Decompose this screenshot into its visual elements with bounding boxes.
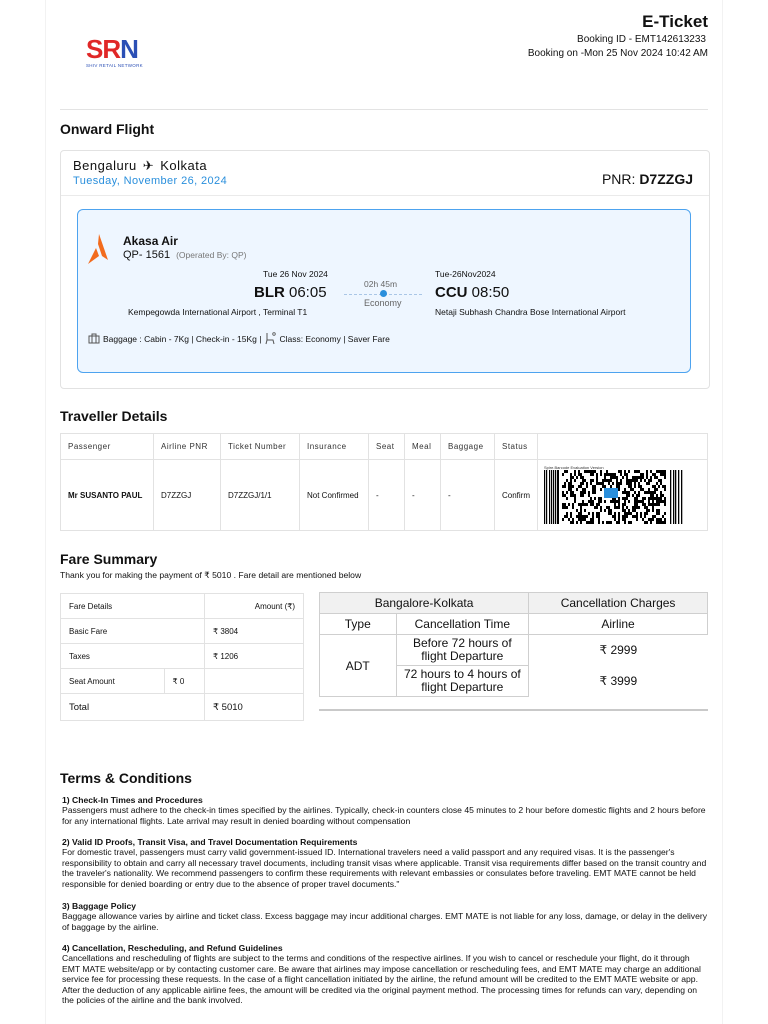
divider: [61, 195, 709, 196]
flight-duration: 02h 45m: [364, 279, 398, 289]
status: Confirm: [495, 460, 538, 531]
col-baggage: Baggage: [441, 434, 495, 460]
barcode: [544, 465, 684, 525]
fare-note: Thank you for making the payment of ₹ 5010 . Fare detail are mentioned below: [60, 570, 362, 580]
flight-number: [123, 249, 246, 261]
route: [73, 158, 207, 174]
time-header: Cancellation Time: [396, 614, 529, 635]
pnr: [602, 171, 693, 187]
traveller-details-title: Traveller Details: [60, 408, 168, 424]
row2-time: 72 hours to 4 hours of flight Departure: [396, 666, 529, 697]
passenger-name: Mr SUSANTO PAUL: [61, 460, 154, 531]
col-airline-pnr: Airline PNR: [154, 434, 221, 460]
departure-date: Tue 26 Nov 2024: [263, 269, 328, 279]
basic-fare-value: ₹ 3804: [205, 619, 304, 644]
arrival-time: 08:50: [471, 284, 510, 301]
fare-header-row: [61, 594, 304, 619]
departure-airport: Kempegowda International Airport , Terminal T1: [128, 307, 308, 317]
terms-item-2: [62, 837, 708, 889]
col-seat: Seat: [369, 434, 405, 460]
srn-logo: [86, 36, 158, 76]
fare-details-header: Fare Details: [61, 594, 205, 619]
row1-fee: ₹ 2999: [599, 643, 638, 658]
fare-summary-title: Fare Summary: [60, 551, 158, 567]
table-row: [61, 460, 708, 531]
arrival-airport: Netaji Subhash Chandra Bose International Airport: [435, 307, 626, 317]
total-label: Total: [61, 694, 205, 721]
eticket-page: [46, 0, 722, 1024]
airline-name: Akasa Air: [123, 234, 178, 248]
terms-body: Baggage allowance varies by airline and ticket class. Excess baggage may incur additional charges. EMT MATE is not liable for any loss, damage, or delay in the delivery of baggage by the airline.: [62, 911, 708, 932]
cancellation-table: [319, 592, 708, 697]
row2-fee: ₹ 3999: [599, 674, 638, 688]
booking-date: Booking on -Mon 25 Nov 2024 10:42 AM: [527, 48, 708, 59]
pnr-label: PNR:: [601, 171, 636, 187]
arrival-code: CCU: [435, 284, 468, 301]
terms-heading: 4) Cancellation, Rescheduling, and Refund Guidelines: [62, 943, 283, 953]
duration-dot: [380, 290, 387, 297]
terms-heading: 3) Baggage Policy: [62, 901, 137, 911]
seat-amount-label: Seat Amount: [61, 669, 165, 694]
col-meal: Meal: [405, 434, 441, 460]
pnr-value: D7ZZGJ: [639, 171, 693, 187]
to-city: Kolkata: [160, 158, 208, 173]
baggage-info: [88, 332, 390, 345]
seat-amount-value: ₹ 0: [164, 669, 204, 694]
page-title: E-Ticket: [642, 12, 708, 31]
flight-card: [60, 150, 710, 389]
amount-header: Amount (₹): [205, 594, 304, 619]
cancellation-header-row: [320, 593, 708, 614]
luggage-icon: [88, 333, 100, 344]
ticket-number: D7ZZGJ/1/1: [221, 460, 300, 531]
route-header: Bangalore-Kolkata: [320, 593, 529, 614]
arrival-date: Tue-26Nov2024: [435, 269, 496, 279]
traveller-table: [60, 433, 708, 531]
col-ticket-number: Ticket Number: [221, 434, 300, 460]
terms-item-3: [62, 901, 708, 932]
airplane-icon: ✈: [142, 158, 155, 173]
col-status: Status: [495, 434, 538, 460]
barcode-caption: Spire.Barcode Evaluation Version: [544, 465, 604, 470]
table-row: [61, 619, 304, 644]
terms-heading: 1) Check-In Times and Procedures: [62, 795, 203, 805]
terms-body: Passengers must adhere to the check-in times specified by the airlines. Typically, check-in counters close 45 minutes to 2 hour before domestic flights and 2 hours before for any international flights. Late arrival may result in denied boarding without compensation: [62, 805, 706, 826]
terms-title: Terms & Conditions: [60, 770, 192, 786]
table-row: [61, 644, 304, 669]
insurance: Not Confirmed: [300, 460, 369, 531]
from-city: Bengaluru: [73, 158, 137, 173]
seat: -: [369, 460, 405, 531]
terms-item-1: [62, 795, 708, 826]
pax-type: ADT: [320, 635, 397, 697]
row1-time: Before 72 hours of flight Departure: [396, 635, 529, 666]
cancellation-subheader-row: [320, 614, 708, 635]
col-barcode: [538, 434, 708, 460]
charges-header: Cancellation Charges: [529, 593, 708, 614]
baggage: -: [441, 460, 495, 531]
terms-body: For domestic travel, passengers must carry valid government-issued ID. International travelers need a valid passport and any required visas. It is the passenger's responsibility to obtain and carry all necessary travel documents, including transit visas where applicable. Transit visa requirements differ based on the transit country and the traveler's nationality. We recommend passengers to confirm these requirements with relevant embassies or consulates before traveling. EMT MATE cannot be held responsible for denied boarding or entry due to the absence of proper travel documents.": [62, 847, 707, 889]
type-header: Type: [320, 614, 397, 635]
operated-by: (Operated By: QP): [176, 250, 247, 260]
logo-tagline: SHIV RETAIL NETWORK: [86, 63, 143, 68]
seat-icon: [264, 332, 276, 345]
basic-fare-label: Basic Fare: [61, 619, 205, 644]
divider: [60, 109, 708, 110]
terms-heading: 2) Valid ID Proofs, Transit Visa, and Travel Documentation Requirements: [62, 837, 358, 847]
logo-text: SRN: [86, 34, 138, 64]
table-row: [61, 669, 304, 694]
taxes-value: ₹ 1206: [205, 644, 304, 669]
pdf417-barcode-icon: [544, 470, 684, 524]
arrival: [435, 284, 509, 301]
flight-detail-box: [77, 209, 691, 373]
total-value: ₹ 5010: [205, 694, 304, 721]
cabin-class: Economy: [364, 298, 402, 308]
flight-number-value: QP- 1561: [123, 249, 171, 261]
airline-pnr: D7ZZGJ: [154, 460, 221, 531]
departure-code: BLR: [254, 284, 285, 301]
cancellation-divider: [319, 709, 708, 711]
departure-time: 06:05: [289, 284, 327, 301]
table-row: [320, 635, 708, 666]
seat-amount-empty: [205, 669, 304, 694]
departure: [254, 284, 327, 301]
fare-table: [60, 593, 304, 721]
flight-date: Tuesday, November 26, 2024: [73, 175, 228, 187]
col-insurance: Insurance: [300, 434, 369, 460]
class-text: Class: Economy | Saver Fare: [279, 333, 390, 344]
terms-body: Cancellations and rescheduling of flights are subject to the terms and conditions of the respective airlines. If you wish to cancel or reschedule your flight, do it through EMT MATE website/app or by contacting customer care. Be aware that airlines may impose cancellation or rescheduling fees, and EMT MATE may charge an additional service fee for processing these requests. In the case of a flight cancellation initiated by the airline, the refund amount will be credited to the EMT MATE website or app. After the deduction of any applicable airline fees, the amount will be credited via the original payment method. The processing times for refunds can vary, depending on the policies of the airline and the bank involved.: [62, 953, 701, 1006]
terms-item-4: [62, 943, 708, 1005]
col-passenger: Passenger: [61, 434, 154, 460]
booking-id: Booking ID - EMT142613233: [577, 34, 706, 45]
airline-header: Airline: [529, 614, 708, 635]
table-header-row: [61, 434, 708, 460]
akasa-air-logo-icon: [88, 234, 108, 264]
barcode-cell: [538, 460, 708, 531]
onward-flight-title: Onward Flight: [60, 121, 155, 137]
baggage-text: Baggage : Cabin - 7Kg | Check-in - 15Kg |: [103, 333, 262, 344]
taxes-label: Taxes: [61, 644, 205, 669]
table-row: [61, 694, 304, 721]
meal: -: [405, 460, 441, 531]
